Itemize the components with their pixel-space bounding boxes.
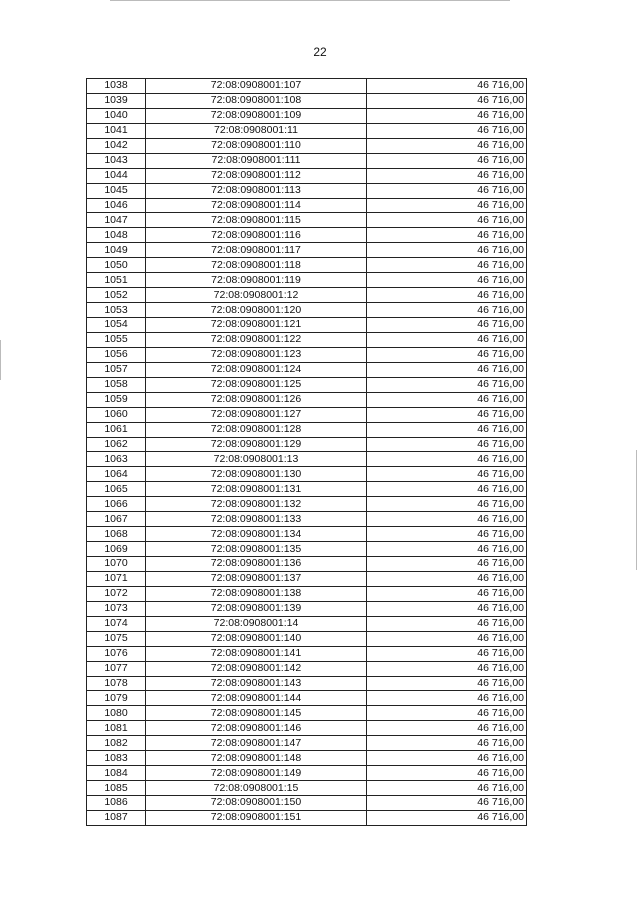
value-cell: 46 716,00	[367, 437, 527, 452]
table-row	[87, 243, 527, 258]
value-cell: 46 716,00	[367, 123, 527, 138]
row-number-cell: 1041	[87, 123, 146, 138]
page-number: 22	[313, 45, 327, 59]
table-row	[87, 452, 527, 467]
cadastral-number-cell: 72:08:0908001:116	[146, 228, 367, 243]
row-number-cell: 1045	[87, 183, 146, 198]
value-cell: 46 716,00	[367, 512, 527, 527]
value-cell: 46 716,00	[367, 318, 527, 333]
cadastral-number-cell: 72:08:0908001:114	[146, 198, 367, 213]
cadastral-number-cell: 72:08:0908001:127	[146, 407, 367, 422]
cadastral-number-cell: 72:08:0908001:132	[146, 497, 367, 512]
row-number-cell: 1087	[87, 810, 146, 825]
row-number-cell: 1084	[87, 766, 146, 781]
row-number-cell: 1049	[87, 243, 146, 258]
value-cell: 46 716,00	[367, 198, 527, 213]
table-row	[87, 616, 527, 631]
row-number-cell: 1072	[87, 586, 146, 601]
value-cell: 46 716,00	[367, 243, 527, 258]
table-row	[87, 482, 527, 497]
cadastral-number-cell: 72:08:0908001:142	[146, 661, 367, 676]
table-row	[87, 721, 527, 736]
table-row	[87, 303, 527, 318]
row-number-cell: 1069	[87, 542, 146, 557]
value-cell: 46 716,00	[367, 273, 527, 288]
row-number-cell: 1068	[87, 527, 146, 542]
value-cell: 46 716,00	[367, 557, 527, 572]
value-cell: 46 716,00	[367, 332, 527, 347]
table-row	[87, 586, 527, 601]
row-number-cell: 1079	[87, 691, 146, 706]
row-number-cell: 1040	[87, 108, 146, 123]
value-cell: 46 716,00	[367, 392, 527, 407]
value-cell: 46 716,00	[367, 407, 527, 422]
value-cell: 46 716,00	[367, 452, 527, 467]
cadastral-table	[86, 78, 527, 826]
row-number-cell: 1062	[87, 437, 146, 452]
table-row	[87, 422, 527, 437]
table-row	[87, 691, 527, 706]
value-cell: 46 716,00	[367, 751, 527, 766]
table-row	[87, 108, 527, 123]
table-row	[87, 601, 527, 616]
table-row	[87, 766, 527, 781]
value-cell: 46 716,00	[367, 258, 527, 273]
row-number-cell: 1071	[87, 571, 146, 586]
row-number-cell: 1070	[87, 557, 146, 572]
row-number-cell: 1078	[87, 676, 146, 691]
table-row	[87, 123, 527, 138]
row-number-cell: 1056	[87, 347, 146, 362]
value-cell: 46 716,00	[367, 527, 527, 542]
table-row	[87, 571, 527, 586]
table-row	[87, 781, 527, 796]
cadastral-number-cell: 72:08:0908001:119	[146, 273, 367, 288]
cadastral-number-cell: 72:08:0908001:131	[146, 482, 367, 497]
value-cell: 46 716,00	[367, 616, 527, 631]
value-cell: 46 716,00	[367, 482, 527, 497]
value-cell: 46 716,00	[367, 646, 527, 661]
value-cell: 46 716,00	[367, 183, 527, 198]
table-row	[87, 392, 527, 407]
row-number-cell: 1052	[87, 288, 146, 303]
table-body	[87, 79, 527, 826]
cadastral-number-cell: 72:08:0908001:120	[146, 303, 367, 318]
cadastral-number-cell: 72:08:0908001:123	[146, 347, 367, 362]
scan-right-edge	[636, 450, 637, 570]
value-cell: 46 716,00	[367, 661, 527, 676]
row-number-cell: 1085	[87, 781, 146, 796]
value-cell: 46 716,00	[367, 766, 527, 781]
row-number-cell: 1050	[87, 258, 146, 273]
cadastral-number-cell: 72:08:0908001:14	[146, 616, 367, 631]
value-cell: 46 716,00	[367, 601, 527, 616]
cadastral-number-cell: 72:08:0908001:133	[146, 512, 367, 527]
cadastral-number-cell: 72:08:0908001:130	[146, 467, 367, 482]
value-cell: 46 716,00	[367, 542, 527, 557]
value-cell: 46 716,00	[367, 108, 527, 123]
row-number-cell: 1048	[87, 228, 146, 243]
table-row	[87, 676, 527, 691]
table-row	[87, 467, 527, 482]
value-cell: 46 716,00	[367, 93, 527, 108]
value-cell: 46 716,00	[367, 810, 527, 825]
table-row	[87, 228, 527, 243]
value-cell: 46 716,00	[367, 796, 527, 811]
table-row	[87, 168, 527, 183]
table-row	[87, 796, 527, 811]
row-number-cell: 1047	[87, 213, 146, 228]
cadastral-number-cell: 72:08:0908001:140	[146, 631, 367, 646]
table-row	[87, 183, 527, 198]
row-number-cell: 1073	[87, 601, 146, 616]
value-cell: 46 716,00	[367, 303, 527, 318]
table-row	[87, 512, 527, 527]
table-row	[87, 751, 527, 766]
table-row	[87, 332, 527, 347]
table-row	[87, 407, 527, 422]
cadastral-number-cell: 72:08:0908001:144	[146, 691, 367, 706]
value-cell: 46 716,00	[367, 288, 527, 303]
cadastral-number-cell: 72:08:0908001:109	[146, 108, 367, 123]
cadastral-number-cell: 72:08:0908001:149	[146, 766, 367, 781]
table-row	[87, 736, 527, 751]
value-cell: 46 716,00	[367, 691, 527, 706]
row-number-cell: 1074	[87, 616, 146, 631]
value-cell: 46 716,00	[367, 422, 527, 437]
cadastral-number-cell: 72:08:0908001:112	[146, 168, 367, 183]
cadastral-number-cell: 72:08:0908001:150	[146, 796, 367, 811]
value-cell: 46 716,00	[367, 631, 527, 646]
table-row	[87, 557, 527, 572]
table-row	[87, 273, 527, 288]
cadastral-number-cell: 72:08:0908001:124	[146, 362, 367, 377]
cadastral-number-cell: 72:08:0908001:113	[146, 183, 367, 198]
cadastral-number-cell: 72:08:0908001:151	[146, 810, 367, 825]
row-number-cell: 1067	[87, 512, 146, 527]
value-cell: 46 716,00	[367, 213, 527, 228]
row-number-cell: 1061	[87, 422, 146, 437]
cadastral-number-cell: 72:08:0908001:107	[146, 79, 367, 94]
cadastral-number-cell: 72:08:0908001:11	[146, 123, 367, 138]
cadastral-number-cell: 72:08:0908001:136	[146, 557, 367, 572]
cadastral-number-cell: 72:08:0908001:148	[146, 751, 367, 766]
value-cell: 46 716,00	[367, 377, 527, 392]
value-cell: 46 716,00	[367, 736, 527, 751]
cadastral-number-cell: 72:08:0908001:139	[146, 601, 367, 616]
table-row	[87, 377, 527, 392]
row-number-cell: 1058	[87, 377, 146, 392]
value-cell: 46 716,00	[367, 706, 527, 721]
row-number-cell: 1080	[87, 706, 146, 721]
row-number-cell: 1059	[87, 392, 146, 407]
cadastral-number-cell: 72:08:0908001:125	[146, 377, 367, 392]
cadastral-number-cell: 72:08:0908001:15	[146, 781, 367, 796]
cadastral-number-cell: 72:08:0908001:12	[146, 288, 367, 303]
value-cell: 46 716,00	[367, 153, 527, 168]
row-number-cell: 1046	[87, 198, 146, 213]
table-row	[87, 527, 527, 542]
table-row	[87, 437, 527, 452]
cadastral-number-cell: 72:08:0908001:111	[146, 153, 367, 168]
row-number-cell: 1053	[87, 303, 146, 318]
value-cell: 46 716,00	[367, 721, 527, 736]
cadastral-number-cell: 72:08:0908001:129	[146, 437, 367, 452]
value-cell: 46 716,00	[367, 138, 527, 153]
table-row	[87, 347, 527, 362]
row-number-cell: 1064	[87, 467, 146, 482]
cadastral-number-cell: 72:08:0908001:121	[146, 318, 367, 333]
cadastral-number-cell: 72:08:0908001:126	[146, 392, 367, 407]
row-number-cell: 1039	[87, 93, 146, 108]
row-number-cell: 1042	[87, 138, 146, 153]
row-number-cell: 1065	[87, 482, 146, 497]
table-row	[87, 138, 527, 153]
row-number-cell: 1075	[87, 631, 146, 646]
cadastral-number-cell: 72:08:0908001:138	[146, 586, 367, 601]
cadastral-number-cell: 72:08:0908001:143	[146, 676, 367, 691]
row-number-cell: 1082	[87, 736, 146, 751]
row-number-cell: 1066	[87, 497, 146, 512]
row-number-cell: 1076	[87, 646, 146, 661]
cadastral-number-cell: 72:08:0908001:108	[146, 93, 367, 108]
row-number-cell: 1054	[87, 318, 146, 333]
cadastral-number-cell: 72:08:0908001:137	[146, 571, 367, 586]
cadastral-number-cell: 72:08:0908001:118	[146, 258, 367, 273]
row-number-cell: 1051	[87, 273, 146, 288]
cadastral-number-cell: 72:08:0908001:141	[146, 646, 367, 661]
cadastral-number-cell: 72:08:0908001:128	[146, 422, 367, 437]
table-row	[87, 198, 527, 213]
value-cell: 46 716,00	[367, 676, 527, 691]
scan-top-line	[110, 0, 510, 1]
row-number-cell: 1063	[87, 452, 146, 467]
table-row	[87, 79, 527, 94]
row-number-cell: 1043	[87, 153, 146, 168]
table-row	[87, 497, 527, 512]
value-cell: 46 716,00	[367, 781, 527, 796]
cadastral-number-cell: 72:08:0908001:145	[146, 706, 367, 721]
table-row	[87, 153, 527, 168]
row-number-cell: 1083	[87, 751, 146, 766]
cadastral-number-cell: 72:08:0908001:147	[146, 736, 367, 751]
table-row	[87, 661, 527, 676]
table-row	[87, 646, 527, 661]
table-row	[87, 288, 527, 303]
table-row	[87, 631, 527, 646]
table-row	[87, 810, 527, 825]
table-row	[87, 213, 527, 228]
scan-left-edge	[0, 340, 1, 380]
cadastral-number-cell: 72:08:0908001:115	[146, 213, 367, 228]
row-number-cell: 1077	[87, 661, 146, 676]
row-number-cell: 1055	[87, 332, 146, 347]
table-row	[87, 706, 527, 721]
row-number-cell: 1044	[87, 168, 146, 183]
value-cell: 46 716,00	[367, 571, 527, 586]
table-row	[87, 93, 527, 108]
cadastral-number-cell: 72:08:0908001:110	[146, 138, 367, 153]
value-cell: 46 716,00	[367, 228, 527, 243]
row-number-cell: 1057	[87, 362, 146, 377]
row-number-cell: 1038	[87, 79, 146, 94]
value-cell: 46 716,00	[367, 79, 527, 94]
value-cell: 46 716,00	[367, 467, 527, 482]
value-cell: 46 716,00	[367, 168, 527, 183]
cadastral-number-cell: 72:08:0908001:134	[146, 527, 367, 542]
row-number-cell: 1060	[87, 407, 146, 422]
value-cell: 46 716,00	[367, 347, 527, 362]
table-row	[87, 542, 527, 557]
cadastral-number-cell: 72:08:0908001:117	[146, 243, 367, 258]
table-row	[87, 318, 527, 333]
row-number-cell: 1086	[87, 796, 146, 811]
cadastral-number-cell: 72:08:0908001:135	[146, 542, 367, 557]
value-cell: 46 716,00	[367, 362, 527, 377]
table-row	[87, 258, 527, 273]
row-number-cell: 1081	[87, 721, 146, 736]
cadastral-number-cell: 72:08:0908001:122	[146, 332, 367, 347]
cadastral-number-cell: 72:08:0908001:13	[146, 452, 367, 467]
value-cell: 46 716,00	[367, 586, 527, 601]
value-cell: 46 716,00	[367, 497, 527, 512]
cadastral-number-cell: 72:08:0908001:146	[146, 721, 367, 736]
table-row	[87, 362, 527, 377]
